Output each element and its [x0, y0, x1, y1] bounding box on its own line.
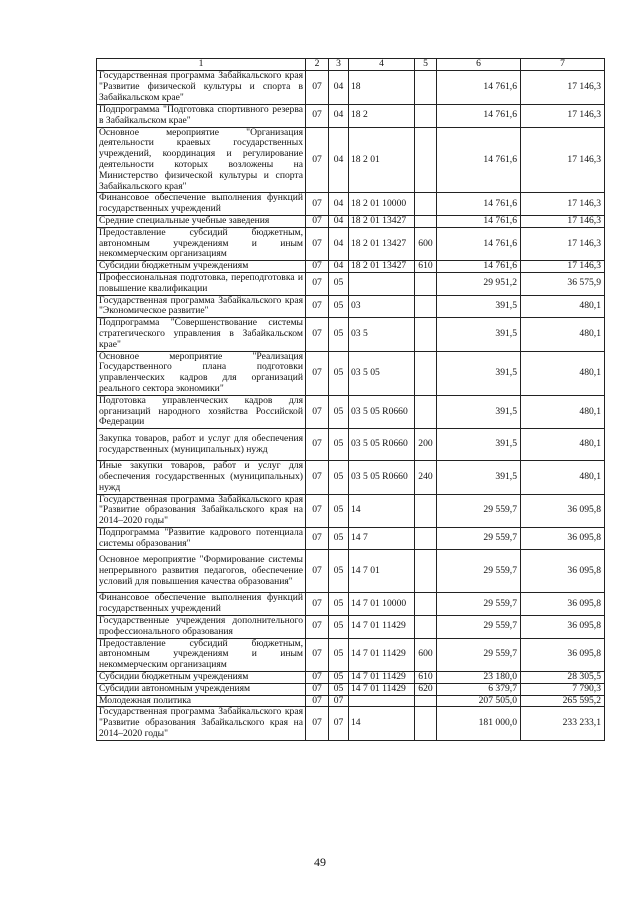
cell-value-6: 14 761,6	[437, 261, 521, 273]
cell-value-6: 14 761,6	[437, 105, 521, 128]
header-col-3: 3	[329, 59, 349, 71]
cell-expense-type	[415, 318, 437, 351]
cell-expense-type	[415, 616, 437, 639]
cell-expense-type	[415, 71, 437, 105]
cell-value-6: 181 000,0	[437, 707, 521, 740]
cell-expense-type	[415, 494, 437, 527]
cell-expense-type: 600	[415, 638, 437, 671]
cell-expense-type	[415, 215, 437, 227]
cell-name: Иные закупки товаров, работ и услуг для обеспечения государственных (муниципальных) нужд	[97, 461, 306, 494]
cell-target-code	[349, 272, 415, 295]
cell-section: 07	[306, 550, 329, 593]
cell-subsection: 05	[329, 395, 349, 428]
cell-expense-type	[415, 695, 437, 707]
cell-target-code: 18 2 01 10000	[349, 193, 415, 216]
cell-value-6: 391,5	[437, 395, 521, 428]
cell-expense-type	[415, 127, 437, 193]
cell-name: Подпрограмма "Совершенствование системы стратегического управления в Забайкальском крае"	[97, 318, 306, 351]
cell-target-code: 14 7 01 11429	[349, 638, 415, 671]
cell-subsection: 05	[329, 295, 349, 318]
cell-subsection: 05	[329, 672, 349, 684]
cell-expense-type	[415, 550, 437, 593]
cell-value-7: 36 095,8	[521, 494, 605, 527]
cell-section: 07	[306, 429, 329, 461]
cell-expense-type: 600	[415, 227, 437, 260]
cell-section: 07	[306, 593, 329, 616]
cell-value-7: 17 146,3	[521, 261, 605, 273]
cell-name: Профессиональная подготовка, переподготовка и повышение квалификации	[97, 272, 306, 295]
cell-value-7: 233 233,1	[521, 707, 605, 740]
cell-expense-type	[415, 527, 437, 550]
table-row	[97, 593, 605, 616]
cell-section: 07	[306, 295, 329, 318]
cell-name: Молодежная политика	[97, 695, 306, 707]
cell-value-7: 17 146,3	[521, 127, 605, 193]
cell-section: 07	[306, 638, 329, 671]
cell-subsection: 07	[329, 707, 349, 740]
cell-name: Субсидии бюджетным учреждениям	[97, 672, 306, 684]
cell-target-code: 14 7 01 11429	[349, 616, 415, 639]
cell-subsection: 04	[329, 71, 349, 105]
cell-target-code: 03 5 05 R0660	[349, 429, 415, 461]
cell-subsection: 04	[329, 227, 349, 260]
cell-section: 07	[306, 695, 329, 707]
cell-value-6: 29 559,7	[437, 616, 521, 639]
cell-expense-type	[415, 105, 437, 128]
cell-subsection: 05	[329, 494, 349, 527]
cell-value-6: 14 761,6	[437, 193, 521, 216]
cell-value-7: 36 095,8	[521, 638, 605, 671]
cell-name: Предоставление субсидий бюджетным, автономным учреждениям и иным некоммерческим организациям	[97, 638, 306, 671]
cell-name: Основное мероприятие "Организация деятельности краевых государственных учреждений, координация и регулирование деятельности которых возложены на Министерство физической культуры и спорта Забайкальского края"	[97, 127, 306, 193]
cell-name: Государственная программа Забайкальского края "Развитие физической культуры и спорта в Забайкальском крае"	[97, 71, 306, 105]
cell-subsection: 05	[329, 461, 349, 494]
budget-table	[96, 58, 605, 741]
cell-target-code: 03 5 05 R0660	[349, 395, 415, 428]
cell-section: 07	[306, 616, 329, 639]
cell-section: 07	[306, 351, 329, 395]
table-row	[97, 616, 605, 639]
cell-subsection: 05	[329, 616, 349, 639]
cell-expense-type	[415, 395, 437, 428]
cell-value-6: 14 761,6	[437, 127, 521, 193]
header-col-1: 1	[97, 59, 306, 71]
cell-expense-type	[415, 593, 437, 616]
table-row	[97, 638, 605, 671]
cell-subsection: 05	[329, 429, 349, 461]
cell-value-7: 17 146,3	[521, 71, 605, 105]
header-col-7: 7	[521, 59, 605, 71]
cell-subsection: 05	[329, 318, 349, 351]
cell-name: Государственная программа Забайкальского края "Экономическое развитие"	[97, 295, 306, 318]
cell-name: Подпрограмма "Развитие кадрового потенциала системы образования"	[97, 527, 306, 550]
cell-expense-type: 240	[415, 461, 437, 494]
table-row	[97, 351, 605, 395]
cell-name: Субсидии бюджетным учреждениям	[97, 261, 306, 273]
table-row	[97, 527, 605, 550]
cell-target-code: 14 7 01 11429	[349, 683, 415, 695]
table-row	[97, 695, 605, 707]
cell-name: Финансовое обеспечение выполнения функций государственных учреждений	[97, 193, 306, 216]
cell-target-code: 14 7	[349, 527, 415, 550]
cell-name: Основное мероприятие "Формирование системы непрерывного развития педагогов, обеспечение условий для повышения качества образования"	[97, 550, 306, 593]
cell-value-7: 480,1	[521, 429, 605, 461]
cell-name: Государственные учреждения дополнительного профессионального образования	[97, 616, 306, 639]
table-row	[97, 318, 605, 351]
cell-value-7: 480,1	[521, 395, 605, 428]
cell-expense-type	[415, 295, 437, 318]
table-row	[97, 429, 605, 461]
cell-value-6: 207 505,0	[437, 695, 521, 707]
cell-target-code: 03 5 05	[349, 351, 415, 395]
cell-expense-type	[415, 351, 437, 395]
cell-section: 07	[306, 71, 329, 105]
cell-section: 07	[306, 527, 329, 550]
cell-value-6: 29 559,7	[437, 550, 521, 593]
cell-name: Финансовое обеспечение выполнения функций государственных учреждений	[97, 593, 306, 616]
header-row	[97, 59, 605, 71]
cell-section: 07	[306, 105, 329, 128]
cell-expense-type: 610	[415, 672, 437, 684]
table-row	[97, 672, 605, 684]
cell-target-code	[349, 695, 415, 707]
cell-value-6: 6 379,7	[437, 683, 521, 695]
table-row	[97, 707, 605, 740]
cell-name: Предоставление субсидий бюджетным, автономным учреждениям и иным некоммерческим организациям	[97, 227, 306, 260]
cell-value-6: 14 761,6	[437, 71, 521, 105]
cell-value-7: 480,1	[521, 318, 605, 351]
cell-value-7: 36 095,8	[521, 550, 605, 593]
cell-target-code: 03 5 05 R0660	[349, 461, 415, 494]
cell-name: Закупка товаров, работ и услуг для обеспечения государственных (муниципальных) нужд	[97, 429, 306, 461]
cell-subsection: 05	[329, 550, 349, 593]
cell-section: 07	[306, 127, 329, 193]
header-col-6: 6	[437, 59, 521, 71]
cell-section: 07	[306, 395, 329, 428]
table-row	[97, 395, 605, 428]
cell-subsection: 04	[329, 215, 349, 227]
cell-target-code: 18 2 01	[349, 127, 415, 193]
cell-target-code: 18 2 01 13427	[349, 227, 415, 260]
cell-value-6: 391,5	[437, 351, 521, 395]
cell-subsection: 05	[329, 527, 349, 550]
cell-value-7: 265 595,2	[521, 695, 605, 707]
cell-value-6: 391,5	[437, 461, 521, 494]
cell-value-7: 17 146,3	[521, 193, 605, 216]
table-row	[97, 127, 605, 193]
table-row	[97, 261, 605, 273]
cell-value-7: 17 146,3	[521, 215, 605, 227]
cell-section: 07	[306, 672, 329, 684]
table-row	[97, 105, 605, 128]
cell-section: 07	[306, 272, 329, 295]
table-row	[97, 215, 605, 227]
cell-subsection: 04	[329, 261, 349, 273]
cell-value-7: 7 790,3	[521, 683, 605, 695]
cell-expense-type	[415, 272, 437, 295]
cell-subsection: 04	[329, 193, 349, 216]
header-col-2: 2	[306, 59, 329, 71]
cell-expense-type: 200	[415, 429, 437, 461]
table-row	[97, 272, 605, 295]
cell-subsection: 05	[329, 638, 349, 671]
cell-value-6: 29 559,7	[437, 494, 521, 527]
cell-target-code: 18	[349, 71, 415, 105]
cell-name: Государственная программа Забайкальского края "Развитие образования Забайкальского края на 2014–2020 годы"	[97, 707, 306, 740]
cell-section: 07	[306, 683, 329, 695]
cell-subsection: 05	[329, 683, 349, 695]
cell-subsection: 05	[329, 593, 349, 616]
cell-name: Подготовка управленческих кадров для организаций народного хозяйства Российской Федерации	[97, 395, 306, 428]
cell-subsection: 05	[329, 272, 349, 295]
cell-value-6: 29 559,7	[437, 593, 521, 616]
header-col-5: 5	[415, 59, 437, 71]
cell-expense-type: 620	[415, 683, 437, 695]
cell-value-7: 17 146,3	[521, 227, 605, 260]
cell-expense-type: 610	[415, 261, 437, 273]
page-number: 49	[314, 855, 326, 869]
cell-target-code: 14 7 01	[349, 550, 415, 593]
cell-section: 07	[306, 261, 329, 273]
cell-value-6: 14 761,6	[437, 215, 521, 227]
cell-target-code: 18 2 01 13427	[349, 261, 415, 273]
cell-value-6: 391,5	[437, 429, 521, 461]
cell-value-6: 391,5	[437, 318, 521, 351]
cell-value-6: 14 761,6	[437, 227, 521, 260]
table-row	[97, 227, 605, 260]
cell-section: 07	[306, 227, 329, 260]
cell-subsection: 04	[329, 127, 349, 193]
cell-value-7: 36 575,9	[521, 272, 605, 295]
cell-name: Основное мероприятие "Реализация Государственного плана подготовки управленческих кадров для организаций реального сектора экономики"	[97, 351, 306, 395]
table-row	[97, 550, 605, 593]
cell-name: Государственная программа Забайкальского края "Развитие образования Забайкальского края на 2014–2020 годы"	[97, 494, 306, 527]
cell-value-7: 36 095,8	[521, 593, 605, 616]
cell-section: 07	[306, 461, 329, 494]
table-row	[97, 295, 605, 318]
cell-target-code: 18 2 01 13427	[349, 215, 415, 227]
cell-subsection: 05	[329, 351, 349, 395]
cell-section: 07	[306, 494, 329, 527]
header-col-4: 4	[349, 59, 415, 71]
cell-target-code: 14 7 01 10000	[349, 593, 415, 616]
cell-target-code: 14 7 01 11429	[349, 672, 415, 684]
cell-value-6: 391,5	[437, 295, 521, 318]
cell-expense-type	[415, 193, 437, 216]
cell-value-6: 29 559,7	[437, 527, 521, 550]
cell-section: 07	[306, 215, 329, 227]
cell-value-6: 23 180,0	[437, 672, 521, 684]
cell-target-code: 14	[349, 494, 415, 527]
table-row	[97, 494, 605, 527]
table-row	[97, 461, 605, 494]
cell-value-7: 36 095,8	[521, 616, 605, 639]
table-row	[97, 683, 605, 695]
cell-target-code: 18 2	[349, 105, 415, 128]
cell-name: Подпрограмма "Подготовка спортивного резерва в Забайкальском крае"	[97, 105, 306, 128]
cell-target-code: 14	[349, 707, 415, 740]
cell-name: Субсидии автономным учреждениям	[97, 683, 306, 695]
table-row	[97, 71, 605, 105]
cell-value-7: 480,1	[521, 461, 605, 494]
cell-expense-type	[415, 707, 437, 740]
cell-name: Средние специальные учебные заведения	[97, 215, 306, 227]
cell-value-7: 480,1	[521, 351, 605, 395]
cell-section: 07	[306, 193, 329, 216]
cell-value-7: 36 095,8	[521, 527, 605, 550]
cell-target-code: 03	[349, 295, 415, 318]
table-row	[97, 193, 605, 216]
cell-value-6: 29 559,7	[437, 638, 521, 671]
cell-target-code: 03 5	[349, 318, 415, 351]
cell-value-7: 28 305,5	[521, 672, 605, 684]
cell-value-7: 17 146,3	[521, 105, 605, 128]
cell-subsection: 07	[329, 695, 349, 707]
cell-value-6: 29 951,2	[437, 272, 521, 295]
cell-value-7: 480,1	[521, 295, 605, 318]
table-body	[97, 71, 605, 741]
cell-section: 07	[306, 318, 329, 351]
cell-subsection: 04	[329, 105, 349, 128]
cell-section: 07	[306, 707, 329, 740]
